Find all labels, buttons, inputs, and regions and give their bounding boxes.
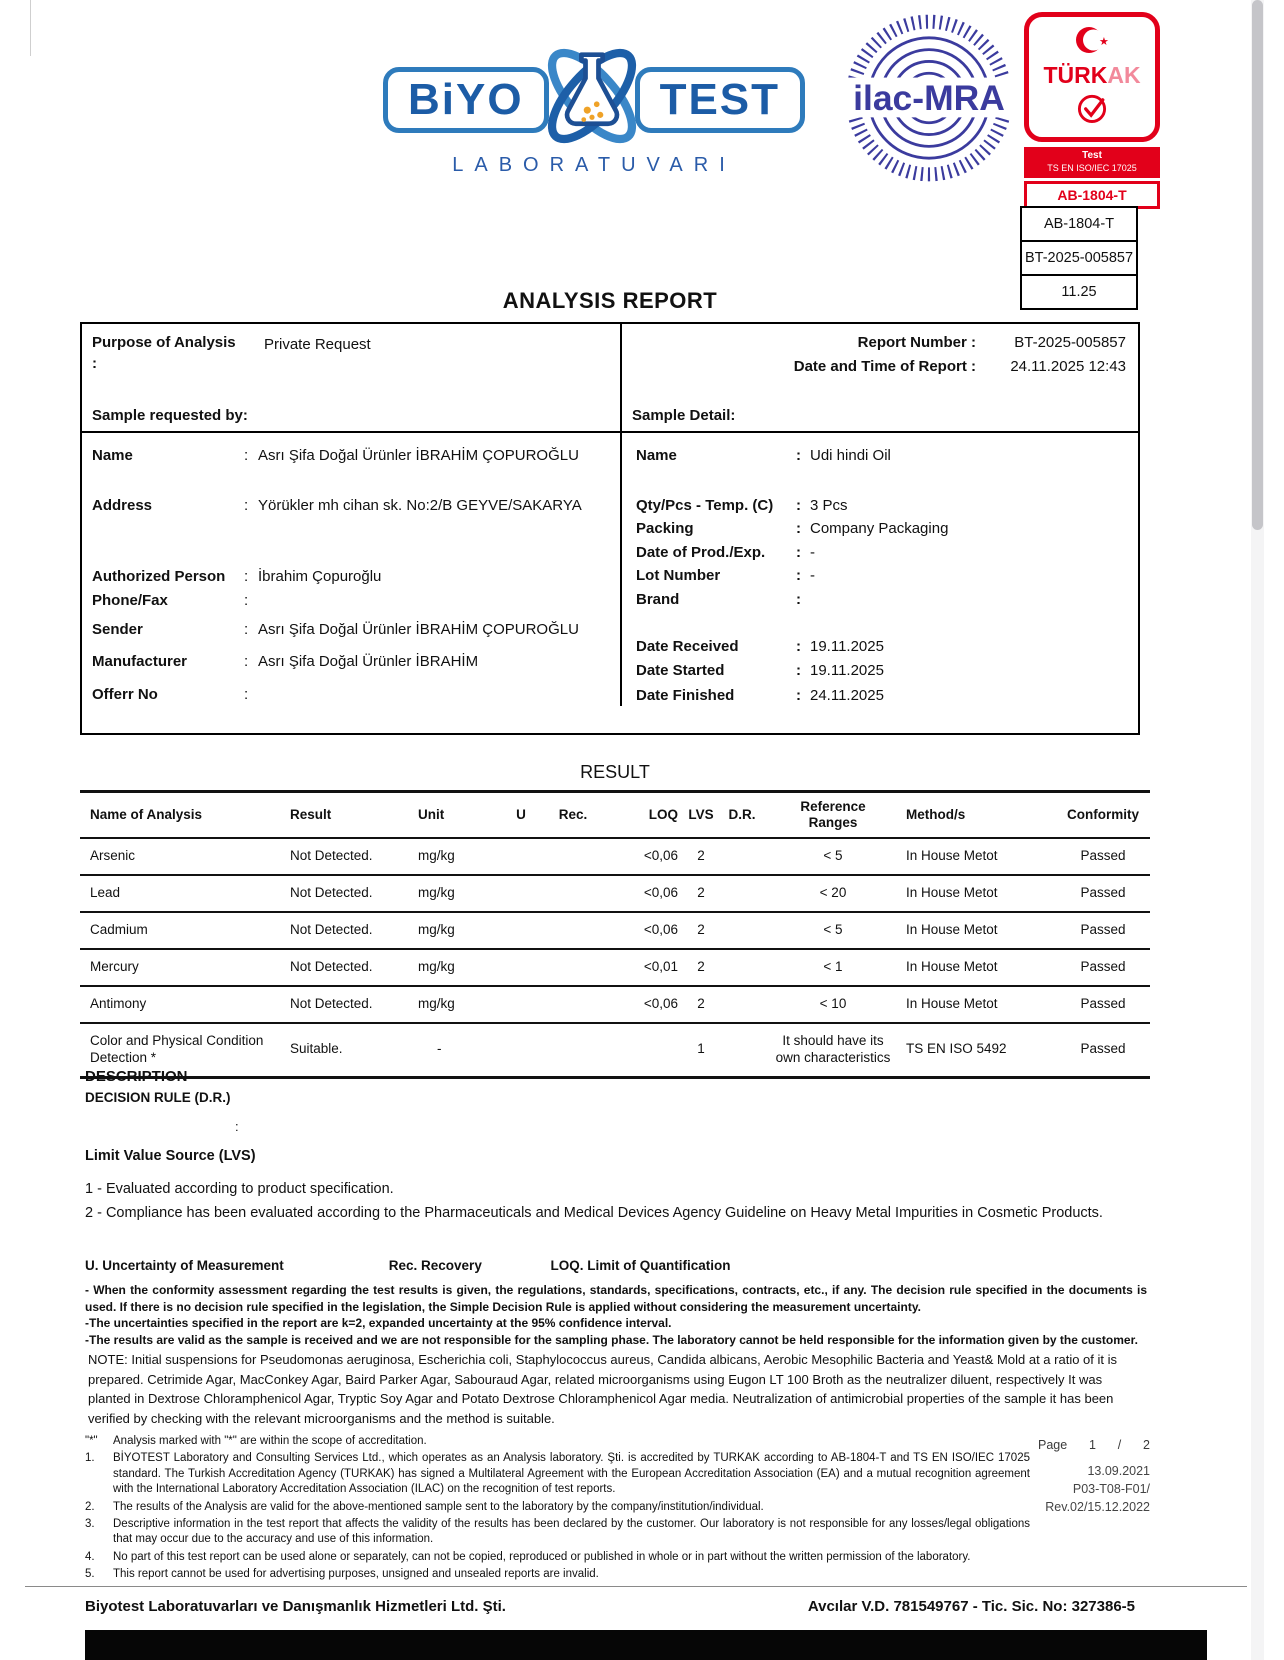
page-indicator (1038, 1438, 1150, 1452)
lvs-item: 2 - Compliance has been evaluated according to the Pharmaceuticals and Medical Devices Agency Guideline on Heavy Metal Impurities in Cosmetic Products. (85, 1204, 1103, 1221)
field-value: 3 Pcs (810, 496, 848, 514)
footnote-star (85, 1434, 1030, 1449)
footer-divider (25, 1586, 1247, 1587)
info-field-row (92, 591, 610, 611)
field-value: 24.11.2025 (810, 687, 884, 704)
report-number-label: Report Number : (857, 334, 976, 351)
field-value: Udi hindi Oil (810, 447, 891, 464)
field-value: Asrı Şifa Doğal Ürünler İBRAHİM (258, 652, 479, 670)
doc-code: P03-T08-F01/ (1072, 1482, 1150, 1497)
cell-dr (719, 986, 765, 1023)
footnote-text: The results of the Analysis are valid for the above-mentioned sample sent to the laboratory by the company/institution/individual. (113, 1500, 764, 1513)
field-label: Authorized Person (92, 568, 226, 585)
cell-result: Not Detected. (285, 838, 413, 875)
cell-u (499, 949, 543, 986)
sample-info-box (80, 322, 1140, 735)
cell-u (499, 875, 543, 912)
field-value: Company Packaging (810, 520, 949, 537)
footer (85, 1598, 1135, 1615)
flask-orbit-icon (533, 37, 651, 160)
abbrev-recovery: Rec. Recovery (388, 1258, 482, 1273)
decision-rule-colon: : (235, 1119, 239, 1134)
field-label: Date Received (636, 638, 739, 655)
cell-rec (543, 986, 603, 1023)
field-colon: : (796, 661, 801, 679)
info-field-row (636, 446, 1128, 466)
footer-black-bar (85, 1630, 1207, 1660)
field-value (258, 685, 610, 705)
field-label: Offerr No (92, 686, 158, 703)
field-value: İbrahim Çopuroğlu (258, 568, 382, 585)
doc-revision: Rev.02/15.12.2022 (1045, 1500, 1150, 1515)
info-field-row (92, 620, 610, 640)
field-colon: : (244, 621, 249, 638)
cell-reference: It should have its own characteristics (775, 1032, 891, 1065)
requester-header: Sample requested by: (92, 407, 248, 424)
result-row-lead (80, 875, 1150, 912)
result-row-arsenic (80, 838, 1150, 875)
lvs-item: 1 - Evaluated according to product specification. (85, 1181, 394, 1197)
cell-dr (719, 912, 765, 949)
field-colon: : (244, 568, 249, 585)
svg-text:★: ★ (1099, 36, 1109, 48)
footnote-marker: 5. (85, 1568, 95, 1581)
cell-lvs: 2 (683, 875, 719, 912)
cell-u (499, 838, 543, 875)
cell-lvs: 1 (697, 1041, 705, 1057)
field-label: Manufacturer (92, 652, 188, 670)
cell-conformity: Passed (1056, 986, 1150, 1023)
turkak-accreditation-no: AB-1804-T (1024, 181, 1160, 209)
abbrev-loq: LOQ. Limit of Quantification (550, 1258, 731, 1273)
field-label: Qty/Pcs - Temp. (C) (636, 496, 774, 514)
cell-analysis: Antimony (80, 986, 285, 1023)
cell-analysis: Arsenic (80, 838, 285, 875)
doc-date: 13.09.2021 (1087, 1464, 1150, 1478)
field-value (810, 590, 1128, 610)
disclaimer-line: - When the conformity assessment regarding the test results is given, the regulations, standards, specifications, contracts, etc., if any. The decision rule specified in the documents is used. If there is no decision rule specified in the legislation, the Simple Decision Rule is applied without considering the measurement uncertainty. (85, 1283, 1147, 1314)
logo-subtitle: LABORATUVARI (452, 154, 736, 176)
footnote-text: Descriptive information in the test report that affects the validity of the results has been declared by the customer. Our laboratory is not responsible for any losses/legal obligations that may occur due to the accuracy and use of this information. (113, 1518, 1030, 1546)
cell-result: Suitable. (290, 1041, 343, 1057)
ilac-seal-text: ilac-MRA (853, 77, 1005, 118)
page-label: Page (1038, 1438, 1068, 1452)
turkak-word-main: TÜRK (1043, 62, 1108, 88)
scrollbar-track[interactable] (1251, 0, 1264, 1660)
footnote-text: BİYOTEST Laboratory and Consulting Services Ltd., which operates as an Analysis laboratory. Şti. is accredited by TURKAK according to AB-1804-T and TS EN ISO/IEC 17025 standard. The Turkish Accreditation Agency (TURKAK) has signed a Multilateral Agreement with the European Accreditation Association (EA) and a mutual recognition agreement with the International Laboratory Accreditation Association (ILAC) on the recognition of test reports. (113, 1452, 1030, 1496)
cell-method: In House Metot (901, 986, 1056, 1023)
cell-loq: <0,06 (603, 986, 683, 1023)
info-field-row (636, 590, 1128, 610)
field-value: - (810, 543, 815, 561)
col-header-lvs: LVS (683, 792, 719, 839)
logo-box-test (635, 67, 805, 133)
report-number-value: BT-2025-005857 (1014, 334, 1126, 351)
turkak-logo-box (1024, 12, 1160, 142)
cell-method: In House Metot (901, 949, 1056, 986)
page-title: ANALYSIS REPORT (502, 288, 718, 313)
description-title: DESCRIPTION (85, 1068, 188, 1085)
cell-dr (719, 875, 765, 912)
page-separator: / (1117, 1438, 1122, 1452)
sample-fields (620, 433, 1138, 706)
info-field-row (636, 543, 1128, 563)
crescent-star-icon (1072, 23, 1112, 57)
field-value: - (810, 567, 815, 584)
cell-rec (543, 875, 603, 912)
cell-unit: - (437, 1041, 442, 1057)
cell-rec (543, 912, 603, 949)
info-field-row (636, 686, 1128, 706)
ref-box-accreditation: AB-1804-T (1020, 206, 1138, 242)
field-value: 19.11.2025 (810, 661, 884, 679)
info-field-row (636, 566, 1128, 586)
info-field-row (92, 446, 610, 466)
field-colon: : (796, 496, 801, 514)
footer-tax-info: Avcılar V.D. 781549767 - Tic. Sic. No: 327386-5 (807, 1598, 1135, 1615)
col-header-conformity: Conformity (1056, 792, 1150, 839)
checkmark-icon (1073, 90, 1111, 126)
purpose-value: Private Request (264, 336, 371, 353)
cell-reference: < 5 (765, 912, 901, 949)
turkak-wordmark (1029, 64, 1155, 87)
field-colon: : (796, 567, 801, 584)
field-colon: : (796, 638, 801, 655)
cell-method: In House Metot (901, 838, 1056, 875)
ref-box-report-no: BT-2025-005857 (1020, 240, 1138, 276)
field-value: Yörükler mh cihan sk. No:2/B GEYVE/SAKARYA (258, 496, 582, 514)
col-header-name: Name of Analysis (80, 792, 285, 839)
col-header-loq: LOQ (603, 792, 683, 839)
cell-analysis: Color and Physical Condition Detection * (90, 1032, 264, 1065)
cell-rec (543, 838, 603, 875)
info-field-row (636, 519, 1128, 539)
purpose-colon: : (92, 355, 97, 372)
cell-method: In House Metot (901, 912, 1056, 949)
cell-rec (543, 949, 603, 986)
description-section (85, 1068, 1145, 1134)
abbreviations-row (85, 1258, 1145, 1273)
col-header-result: Result (285, 792, 413, 839)
field-label: Name (92, 447, 133, 464)
turkak-mark (1024, 12, 1160, 209)
field-value: Asrı Şifa Doğal Ürünler İBRAHİM ÇOPUROĞLU (258, 447, 579, 464)
col-header-reference-ranges: Reference Ranges (765, 792, 901, 839)
info-field-row (92, 685, 610, 705)
cell-lvs: 2 (683, 912, 719, 949)
cell-unit: mg/kg (413, 838, 499, 875)
cell-reference: < 20 (765, 875, 901, 912)
cell-conformity: Passed (1056, 838, 1150, 875)
cell-loq: <0,01 (603, 949, 683, 986)
cell-u (499, 912, 543, 949)
disclaimer-line: -The results are valid as the sample is received and we are not responsible for the sampling phase. The laboratory cannot be held responsible for the information given by the customer. (85, 1332, 1138, 1347)
field-label: Address (92, 496, 153, 514)
cell-method: In House Metot (901, 875, 1056, 912)
biyotest-logo (348, 52, 840, 177)
cell-analysis: Lead (80, 875, 285, 912)
field-colon: : (796, 687, 801, 704)
footnote-item (85, 1451, 1030, 1497)
purpose-cell (82, 324, 620, 402)
limit-value-source-section (85, 1148, 1147, 1227)
field-colon: : (244, 591, 249, 609)
field-label: Name (636, 447, 677, 464)
report-datetime-label: Date and Time of Report : (793, 358, 976, 375)
field-value: Asrı Şifa Doğal Ürünler İBRAHİM ÇOPUROĞLU (258, 621, 579, 638)
logo-word-test: TEST (659, 75, 781, 124)
cell-lvs: 2 (683, 949, 719, 986)
logo-box-biyo (383, 67, 549, 133)
field-label: Date Started (636, 661, 725, 679)
ref-box-version: 11.25 (1020, 274, 1138, 310)
field-colon: : (244, 496, 249, 514)
page-current: 1 (1089, 1438, 1096, 1452)
col-header-rec: Rec. (543, 792, 603, 839)
footnote-marker: 3. (85, 1518, 95, 1531)
cell-analysis: Mercury (80, 949, 285, 986)
result-table (80, 790, 1150, 1079)
turkak-word-sub: AK (1107, 62, 1141, 88)
cell-reference: < 1 (765, 949, 901, 986)
scrollbar-thumb[interactable] (1252, 0, 1263, 530)
info-field-row (636, 496, 1128, 516)
footnote-marker: 4. (85, 1550, 95, 1563)
field-label: Date of Prod./Exp. (636, 543, 766, 561)
cell-unit: mg/kg (413, 949, 499, 986)
cell-result: Not Detected. (285, 912, 413, 949)
info-field-row (92, 567, 610, 587)
field-value (258, 591, 610, 611)
turkak-test-label: Test (1082, 150, 1102, 161)
field-label: Phone/Fax (92, 591, 168, 609)
disclaimer-block (85, 1282, 1147, 1348)
field-colon: : (796, 520, 801, 537)
field-label: Date Finished (636, 687, 735, 704)
result-header-row (80, 792, 1150, 839)
cell-conformity: Passed (1056, 912, 1150, 949)
cell-analysis: Cadmium (80, 912, 285, 949)
footnote-text: This report cannot be used for advertising purposes, unsigned and unsealed reports are invalid. (113, 1568, 599, 1581)
purpose-label (92, 332, 264, 394)
col-header-method: Method/s (901, 792, 1056, 839)
cell-unit: mg/kg (413, 875, 499, 912)
note-paragraph: NOTE: Initial suspensions for Pseudomonas aeruginosa, Escherichia coli, Staphylococcus aureus, Candida albicans, Aerobic Mesophilic Bacteria and Yeast& Mold at a ratio of it is prepared. Cetrimide Agar, MacConkey Agar, Baird Parker Agar, Sabouraud Agar, related microorganisms using Eugon LT 100 Broth as the neutralizer diluent, respectively It was planted in Dextrose Chloramphenicol Agar, Tryptic Soy Agar and Potato Dextrose Chloramphenicol Agar media. Neutralization of antimicrobial properties of the sample it has been verified by checking with the relevant microorganisms and the method is suitable. (88, 1352, 1117, 1426)
cell-conformity: Passed (1056, 875, 1150, 912)
cell-result: Not Detected. (285, 875, 413, 912)
col-header-dr: D.R. (719, 792, 765, 839)
cell-conformity: Passed (1080, 1041, 1126, 1057)
cell-unit: mg/kg (413, 912, 499, 949)
result-row-cadmium (80, 912, 1150, 949)
scan-edge-line (30, 0, 31, 56)
field-label: Lot Number (636, 567, 721, 584)
info-field-row (92, 652, 610, 672)
field-colon: : (796, 543, 801, 561)
result-section-title: RESULT (580, 762, 650, 782)
info-field-row (92, 496, 610, 516)
requester-fields (82, 433, 620, 706)
lvs-title: Limit Value Source (LVS) (85, 1148, 256, 1164)
result-row-antimony (80, 986, 1150, 1023)
logo-word-biyo: BiYO (407, 75, 524, 124)
cell-result: Not Detected. (285, 986, 413, 1023)
footer-company: Biyotest Laboratuvarları ve Danışmanlık Hizmetleri Ltd. Şti. (85, 1598, 506, 1615)
abbrev-uncertainty: U. Uncertainty of Measurement (85, 1258, 284, 1273)
purpose-label-text: Purpose of Analysis (92, 334, 236, 351)
page-total: 2 (1143, 1438, 1150, 1452)
cell-conformity: Passed (1056, 949, 1150, 986)
footnote-marker: 1. (85, 1452, 95, 1465)
cell-reference: < 10 (765, 986, 901, 1023)
report-meta-cell (620, 324, 1138, 402)
field-colon: : (244, 652, 249, 670)
turkak-standard: TS EN ISO/IEC 17025 (1047, 162, 1137, 173)
cell-loq: <0,06 (603, 912, 683, 949)
turkak-test-band (1024, 147, 1160, 178)
field-colon: : (244, 686, 249, 703)
field-label: Packing (636, 520, 694, 537)
footnote-item (85, 1567, 1030, 1582)
field-colon: : (796, 447, 801, 464)
footnote-text: No part of this test report can be used alone or separately, can not be copied, reproduced or published in whole or in part without the written permission of the laboratory. (113, 1550, 971, 1563)
field-label: Brand (636, 590, 680, 608)
footnote-marker: "*" (85, 1435, 98, 1447)
disclaimer-line: -The uncertainties specified in the report are k=2, expanded uncertainty at the 95% confidence interval. (85, 1316, 672, 1331)
cell-u (499, 986, 543, 1023)
cell-result: Not Detected. (285, 949, 413, 986)
footnote-item (85, 1500, 1030, 1515)
field-colon: : (796, 590, 801, 608)
decision-rule-label: DECISION RULE (D.R.) (85, 1090, 231, 1105)
cell-lvs: 2 (683, 838, 719, 875)
cell-dr (719, 949, 765, 986)
cell-unit: mg/kg (413, 986, 499, 1023)
ilac-mra-seal-icon (843, 12, 1015, 184)
footnote-marker: 2. (85, 1500, 95, 1513)
footnotes-section (85, 1434, 1030, 1585)
col-header-u: U (499, 792, 543, 839)
result-row-mercury (80, 949, 1150, 986)
info-field-row (636, 661, 1128, 681)
sample-header: Sample Detail: (620, 402, 1138, 431)
report-datetime-value: 24.11.2025 12:43 (1010, 358, 1126, 375)
col-header-unit: Unit (413, 792, 499, 839)
page-meta-block (1038, 1438, 1150, 1516)
cell-loq: <0,06 (603, 875, 683, 912)
field-value: 19.11.2025 (810, 638, 884, 655)
cell-reference: < 5 (765, 838, 901, 875)
info-field-row (636, 637, 1128, 657)
cell-method: TS EN ISO 5492 (906, 1041, 1007, 1057)
cell-lvs: 2 (683, 986, 719, 1023)
field-label: Sender (92, 621, 143, 638)
footnote-text: Analysis marked with "*" are within the scope of accreditation. (113, 1435, 427, 1447)
footnote-item (85, 1550, 1030, 1565)
footnote-item (85, 1517, 1030, 1548)
cell-dr (719, 838, 765, 875)
cell-loq: <0,06 (603, 838, 683, 875)
field-colon: : (244, 447, 249, 464)
